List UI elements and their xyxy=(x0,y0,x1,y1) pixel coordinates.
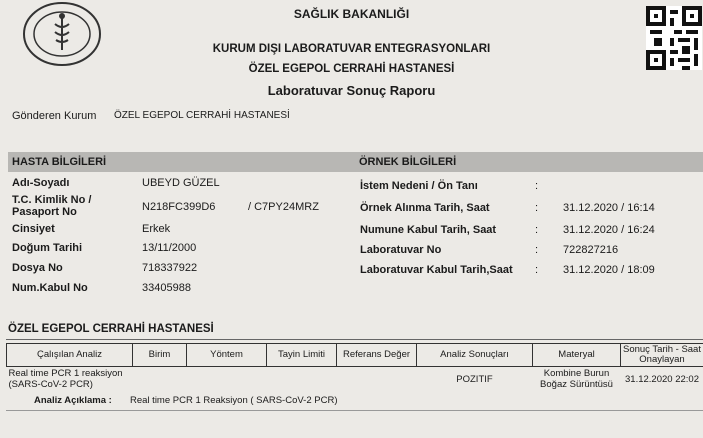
taken-label: Örnek Alınma Tarih, Saat xyxy=(360,202,490,214)
cell-method xyxy=(187,367,267,392)
col-result: Analiz Sonuçları xyxy=(417,344,533,367)
accept-value: 33405988 xyxy=(142,282,191,294)
id-value: N218FC399D6 xyxy=(142,201,216,213)
sender-label: Gönderen Kurum xyxy=(12,110,97,122)
received-label: Numune Kabul Tarih, Saat xyxy=(360,224,497,236)
dob-value: 13/11/2000 xyxy=(142,242,197,254)
col-limit: Tayin Limiti xyxy=(267,344,337,367)
header-line-2: ÖZEL EGEPOL CERRAHİ HASTANESİ xyxy=(248,63,455,75)
cell-unit xyxy=(133,367,187,392)
section-divider xyxy=(6,339,703,340)
lab-colon: : xyxy=(535,244,539,256)
file-value: 718337922 xyxy=(142,262,198,274)
table-row xyxy=(7,367,703,392)
sender-value: ÖZEL EGEPOL CERRAHİ HASTANESİ xyxy=(114,110,290,121)
file-label: Dosya No xyxy=(12,262,63,274)
lab-accept-label: Laboratuvar Kabul Tarih,Saat xyxy=(360,264,513,276)
lab-value: 722827216 xyxy=(563,244,619,256)
qr-code xyxy=(646,6,702,70)
passport-label: Pasaport No xyxy=(12,206,77,218)
ministry-name: SAĞLIK BAKANLIĞI xyxy=(293,7,410,21)
col-method: Yöntem xyxy=(187,344,267,367)
bottom-divider xyxy=(6,410,703,411)
cell-reference xyxy=(337,367,417,392)
dob-label: Doğum Tarihi xyxy=(12,242,83,254)
table-header-row xyxy=(7,344,703,367)
name-label: Adı-Soyadı xyxy=(12,177,70,189)
taken-value: 31.12.2020 / 16:14 xyxy=(563,202,655,214)
sex-value: Erkek xyxy=(142,223,171,235)
sample-section-title: ÖRNEK BİLGİLERİ xyxy=(359,156,457,168)
accept-label: Num.Kabul No xyxy=(12,282,88,294)
report-title: Laboratuvar Sonuç Raporu xyxy=(267,83,436,98)
lab-accept-colon: : xyxy=(535,264,539,276)
col-analysis: Çalışılan Analiz xyxy=(7,344,133,367)
passport-value: / C7PY24MRZ xyxy=(248,201,319,213)
reason-colon: : xyxy=(535,180,539,192)
name-value: UBEYD GÜZEL xyxy=(142,177,220,189)
col-unit: Birim xyxy=(133,344,187,367)
explanation-value: Real time PCR 1 Reaksiyon ( SARS-CoV-2 PCR) xyxy=(130,395,338,406)
section-header-band xyxy=(8,152,703,172)
cell-date: 31.12.2020 22:02 xyxy=(625,373,699,385)
header-line-1: KURUM DIŞI LABORATUVAR ENTEGRASYONLARI xyxy=(212,43,491,55)
received-value: 31.12.2020 / 16:24 xyxy=(563,224,655,236)
cell-limit xyxy=(267,367,337,392)
patient-section-title: HASTA BİLGİLERİ xyxy=(12,156,107,168)
lab-label: Laboratuvar No xyxy=(360,244,442,256)
received-colon: : xyxy=(535,224,539,236)
hospital-section-title: ÖZEL EGEPOL CERRAHİ HASTANESİ xyxy=(8,323,214,335)
id-label: T.C. Kimlik No / xyxy=(12,194,92,206)
cell-material: Kombine Burun Boğaz Sürüntüsü xyxy=(540,368,613,390)
results-table xyxy=(6,343,703,391)
col-date: Sonuç Tarih - Saat Onaylayan xyxy=(621,344,703,367)
cell-result: POZITIF xyxy=(456,373,493,385)
reason-label: İstem Nedeni / Ön Tanı xyxy=(360,180,478,192)
col-reference: Referans Değer xyxy=(337,344,417,367)
sex-label: Cinsiyet xyxy=(12,223,55,235)
taken-colon: : xyxy=(535,202,539,214)
lab-accept-value: 31.12.2020 / 18:09 xyxy=(563,264,655,276)
cell-analysis: Real time PCR 1 reaksiyon (SARS-CoV-2 PCR) xyxy=(8,368,123,390)
explanation-label: Analiz Açıklama : xyxy=(34,395,112,406)
col-material: Materyal xyxy=(533,344,621,367)
